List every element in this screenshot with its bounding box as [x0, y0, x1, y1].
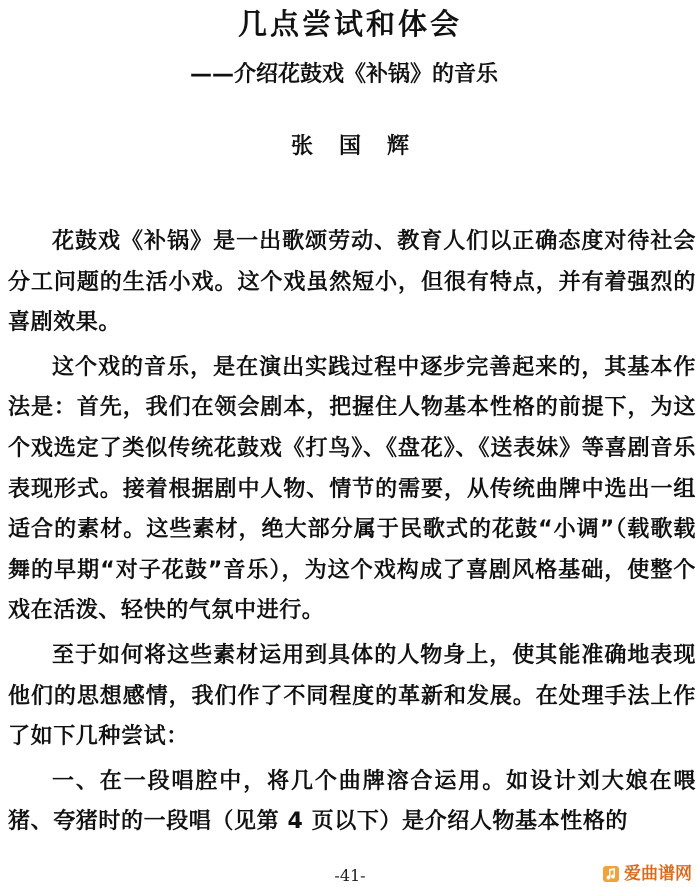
paragraph-3: 至于如何将这些素材运用到具体的人物身上，使其能准确地表现他们的思想感情，我们作了不同程度的革新和发展。在处理手法上作了如下几种尝试： [8, 642, 696, 750]
music-note-icon [602, 865, 620, 883]
site-watermark [602, 864, 692, 884]
page-number: -41- [334, 866, 366, 885]
paragraph-1: 花鼓戏《补锅》是一出歌颂劳动、教育人们以正确态度对待社会分工问题的生活小戏。这个戏虽然短小，但很有特点，并有着强烈的喜剧效果。 [8, 229, 696, 336]
document-subtitle: ——介绍花鼓戏《补锅》的音乐 [190, 62, 499, 87]
document-title: 几点尝试和体会 [237, 7, 462, 41]
article-body [8, 222, 696, 847]
author-name: 张国辉 [290, 134, 435, 159]
watermark-text: 爱曲谱网 [624, 864, 692, 884]
paragraph-2: 这个戏的音乐，是在演出实践过程中逐步完善起来的，其基本作法是：首先，我们在领会剧本，把握住人物基本性格的前提下，为这个戏选定了类似传统花鼓戏《打鸟》、《盘花》、《送表妹》等喜剧音乐表现形式。接着根据剧中人物、情节的需要，从传统曲牌中选出一组适合的素材。这些素材，绝大部分属于民歌式的花鼓“小调”（载歌载舞的早期“对子花鼓”音乐），为这个戏构成了喜剧风格基础，使整个戏在活泼、轻快的气氛中进行。 [8, 354, 696, 624]
paragraph-4: 一、在一段唱腔中，将几个曲牌溶合运用。如设计刘大娘在喂猪、夸猪时的一段唱（见第 4 页以下）是介绍人物基本性格的 [8, 768, 696, 835]
